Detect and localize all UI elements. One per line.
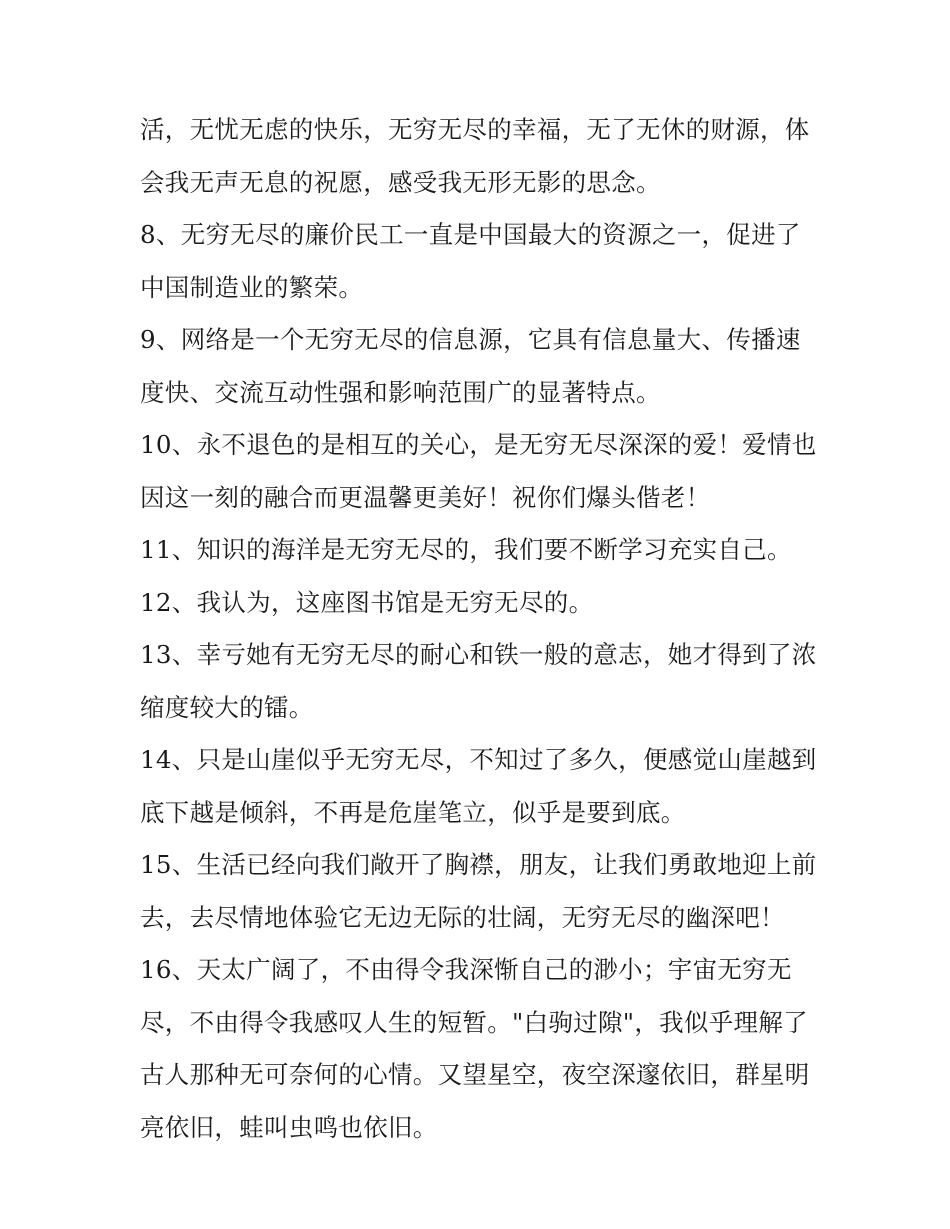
text-line: 尽，不由得令我感叹人生的短暂。"白驹过隙"，我似乎理解了 xyxy=(140,1007,808,1037)
text-line: 9、网络是一个无穷无尽的信息源，它具有信息量大、传播速 xyxy=(140,325,801,354)
text-line: 16、天太广阔了，不由得令我深惭自己的渺小；宇宙无穷无 xyxy=(140,955,792,984)
text-line: 15、生活已经向我们敞开了胸襟，朋友，让我们勇敢地迎上前 xyxy=(140,850,817,879)
text-line: 13、幸亏她有无穷无尽的耐心和铁一般的意志，她才得到了浓 xyxy=(140,640,817,669)
text-line: 会我无声无息的祝愿，感受我无形无影的思念。 xyxy=(140,167,661,197)
text-line: 14、只是山崖似乎无穷无尽，不知过了多久，便感觉山崖越到 xyxy=(140,745,817,774)
text-line: 缩度较大的镭。 xyxy=(140,692,314,722)
text-line: 亮依旧，蛙叫虫鸣也依旧。 xyxy=(140,1112,438,1142)
text-line: 12、我认为，这座图书馆是无穷无尽的。 xyxy=(140,587,594,617)
text-line: 11、知识的海洋是无穷无尽的，我们要不断学习充实自己。 xyxy=(140,535,792,564)
text-line: 古人那种无可奈何的心情。又望星空，夜空深邃依旧，群星明 xyxy=(140,1060,810,1089)
text-line: 因这一刻的融合而更温馨更美好！祝你们爆头偕老！ xyxy=(140,482,711,512)
document-body xyxy=(140,104,820,1154)
text-line: 度快、交流互动性强和影响范围广的显著特点。 xyxy=(140,377,661,407)
text-line: 底下越是倾斜，不再是危崖笔立，似乎是要到底。 xyxy=(140,797,686,827)
text-line: 活，无忧无虑的快乐，无穷无尽的幸福，无了无休的财源，体 xyxy=(140,115,810,144)
text-line: 中国制造业的繁荣。 xyxy=(140,272,364,302)
text-line: 10、永不退色的是相互的关心，是无穷无尽深深的爱！爱情也 xyxy=(140,430,817,459)
text-line: 8、无穷无尽的廉价民工一直是中国最大的资源之一，促进了 xyxy=(140,220,801,249)
text-line: 去，去尽情地体验它无边无际的壮阔，无穷无尽的幽深吧！ xyxy=(140,902,785,932)
